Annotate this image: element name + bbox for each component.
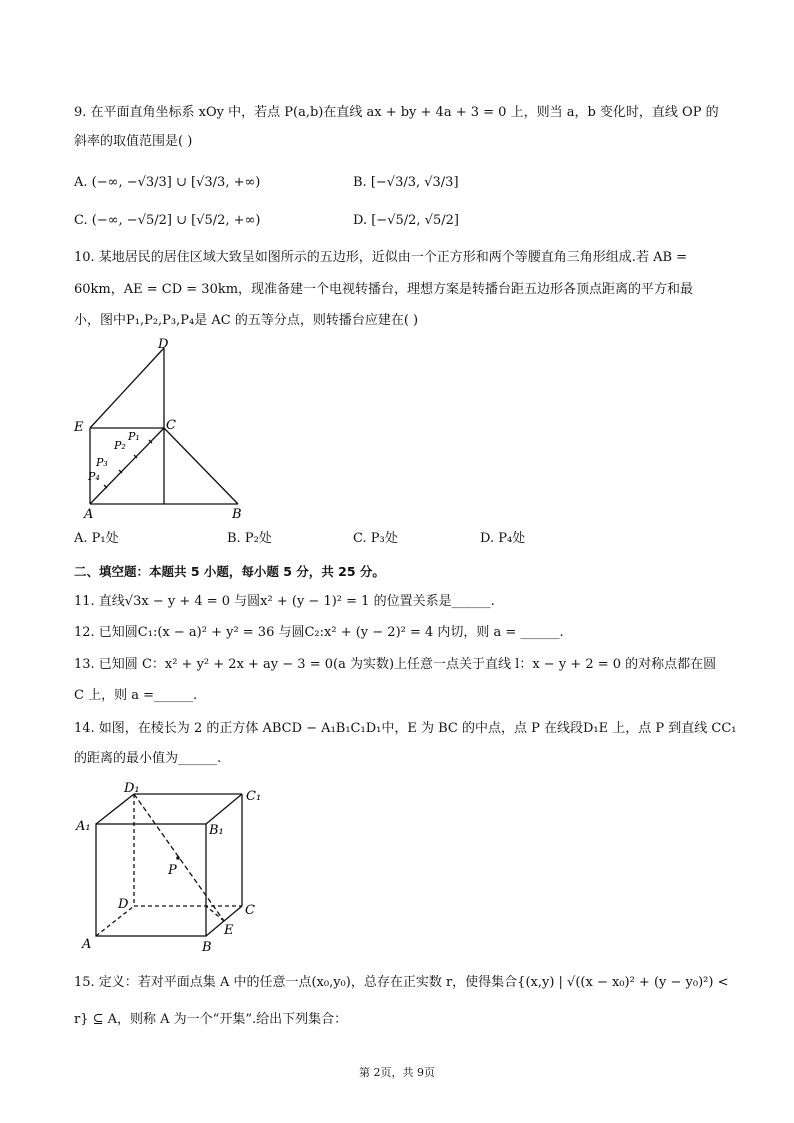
section-2-heading: 二、填空题：本题共 5 小题，每小题 5 分，共 25 分。 xyxy=(74,564,385,579)
fig2-label-e: E xyxy=(224,923,234,938)
q10-pentagon-figure xyxy=(66,334,256,522)
q9-option-b: B. [−√3/3, √3/3] xyxy=(353,175,459,190)
fig2-label-b1: B₁ xyxy=(209,823,224,838)
q9-option-a: A. (−∞, −√3/3] ∪ [√3/3, +∞) xyxy=(74,175,261,190)
q9-option-d: D. [−√5/2, √5/2] xyxy=(353,213,459,228)
fig2-label-c: C xyxy=(245,903,255,918)
q12-line: 12. 已知圆C₁:(x − a)² + y² = 36 与圆C₂:x² + (y − 2)² = 4 内切，则 a = ______. xyxy=(74,625,564,640)
fig2-label-d: D xyxy=(118,897,129,912)
fig1-label-p4: P₄ xyxy=(88,470,100,483)
q10-line1: 10. 某地居民的居住区域大致呈如图所示的五边形，近似由一个正方形和两个等腰直角三角形组成.若 AB = xyxy=(74,250,688,265)
fig2-label-a: A xyxy=(82,937,92,952)
fig1-label-e: E xyxy=(74,420,84,435)
q10-option-b: B. P₂处 xyxy=(227,531,272,546)
q9-option-c: C. (−∞, −√5/2] ∪ [√5/2, +∞) xyxy=(74,213,261,228)
page-footer: 第 2页，共 9页 xyxy=(359,1066,435,1079)
fig1-label-b: B xyxy=(232,507,242,522)
q10-line2: 60km，AE = CD = 30km，现准备建一个电视转播台，理想方案是转播台距五边形各顶点距离的平方和最 xyxy=(74,282,694,297)
q10-line3: 小，图中P₁,P₂,P₃,P₄是 AC 的五等分点，则转播台应建在( ) xyxy=(74,313,419,328)
q11-line: 11. 直线√3x − y + 4 = 0 与圆x² + (y − 1)² = 1 的位置关系是______. xyxy=(74,594,495,609)
q15-line1: 15. 定义：若对平面点集 A 中的任意一点(x₀,y₀)，总存在正实数 r，使得集合{(x,y) | √((x − x₀)² + (y − y₀)²) < xyxy=(74,975,729,990)
fig1-label-p3: P₃ xyxy=(96,456,108,469)
q9-line1: 9. 在平面直角坐标系 xOy 中，若点 P(a,b)在直线 ax + by + 4a + 3 = 0 上，则当 a，b 变化时，直线 OP 的 xyxy=(74,105,719,120)
q13-line2: C 上，则 a =______. xyxy=(74,688,198,703)
q14-line2: 的距离的最小值为______. xyxy=(74,751,222,766)
fig2-label-p: P xyxy=(168,863,177,878)
fig1-label-d: D xyxy=(158,337,169,352)
fig2-label-a1: A₁ xyxy=(76,819,91,834)
fig2-label-b: B xyxy=(202,940,212,955)
q13-line1: 13. 已知圆 C：x² + y² + 2x + ay − 3 = 0(a 为实数)上任意一点关于直线 l：x − y + 2 = 0 的对称点都在圆 xyxy=(74,657,717,672)
fig2-label-c1: C₁ xyxy=(246,789,262,804)
q14-line1: 14. 如图，在棱长为 2 的正方体 ABCD − A₁B₁C₁D₁中，E 为 BC 的中点，点 P 在线段D₁E 上，点 P 到直线 CC₁ xyxy=(74,721,737,736)
q10-option-c: C. P₃处 xyxy=(353,531,398,546)
fig2-label-d1: D₁ xyxy=(124,781,140,796)
fig1-label-p2: P₂ xyxy=(114,439,126,452)
q14-cube-figure xyxy=(74,778,274,956)
fig1-label-c: C xyxy=(166,418,176,433)
q15-line2: r} ⊆ A，则称 A 为一个“开集”.给出下列集合： xyxy=(74,1012,348,1027)
q10-option-a: A. P₁处 xyxy=(74,531,119,546)
fig1-label-a: A xyxy=(84,507,94,522)
q10-option-d: D. P₄处 xyxy=(480,531,526,546)
q9-line2: 斜率的取值范围是( ) xyxy=(74,134,193,149)
fig1-label-p1: P₁ xyxy=(128,430,140,443)
